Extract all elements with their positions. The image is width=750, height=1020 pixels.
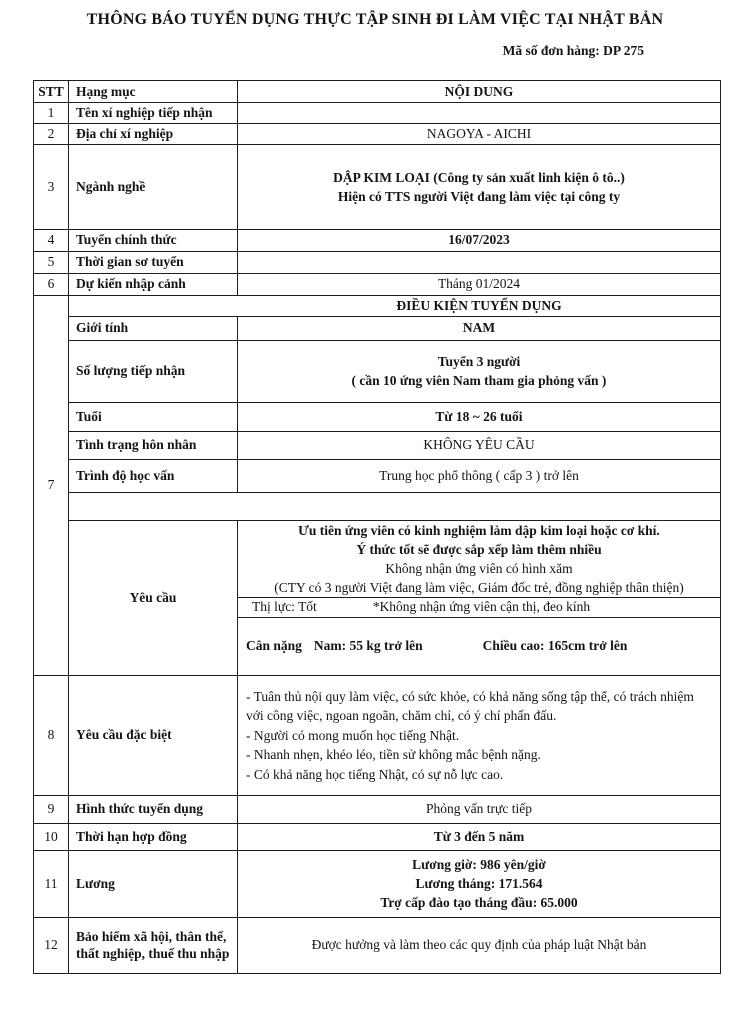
salary-month: Lương tháng: 171.564 xyxy=(415,876,543,892)
header-content: NỘI DUNG xyxy=(238,81,721,103)
marital-label: Tình trạng hôn nhân xyxy=(69,431,238,459)
table-row xyxy=(34,144,721,229)
requirements-line3: Không nhận ứng viên có hình xăm xyxy=(385,560,573,576)
row3-value xyxy=(238,144,721,229)
quantity-value xyxy=(238,340,721,402)
quantity-line2: ( cần 10 ứng viên Nam tham gia phỏng vấn ) xyxy=(351,373,607,389)
row12-label: Bảo hiểm xã hội, thân thể, thất nghiệp, thuế thu nhập xyxy=(69,917,238,973)
row2-value: NAGOYA - AICHI xyxy=(238,124,721,145)
vision-cell xyxy=(238,597,721,617)
row8-line1: - Tuân thủ nội quy làm việc, có sức khỏe, có khả năng sống tập thể, có trách nhiệm với công việc, ngoan ngoãn, chăm chỉ, có ý chí phấn đấu. xyxy=(246,688,694,724)
row6-value: Tháng 01/2024 xyxy=(238,273,721,295)
training-allowance: Trợ cấp đào tạo tháng đầu: 65.000 xyxy=(380,895,578,911)
header-stt: STT xyxy=(34,81,69,103)
row8-line2: - Người có mong muốn học tiếng Nhật. xyxy=(246,727,460,743)
row11-label: Lương xyxy=(69,850,238,917)
row12-value: Được hưởng và làm theo các quy định của pháp luật Nhật bản xyxy=(238,917,721,973)
row8-label: Yêu cầu đặc biệt xyxy=(69,675,238,795)
height-value: Chiều cao: 165cm trở lên xyxy=(482,638,628,654)
requirements-line2: Ý thức tốt sẽ được sắp xếp làm thêm nhiều xyxy=(356,541,602,557)
row3-value-line1: DẬP KIM LOẠI (Công ty sản xuất linh kiện ô tô..) xyxy=(333,169,625,185)
row2-stt: 2 xyxy=(34,124,69,145)
education-value: Trung học phổ thông ( cấp 3 ) trở lên xyxy=(238,459,721,492)
row1-label: Tên xí nghiệp tiếp nhận xyxy=(69,103,238,124)
row8-stt: 8 xyxy=(34,675,69,795)
row5-stt: 5 xyxy=(34,251,69,273)
row4-label: Tuyển chính thức xyxy=(69,229,238,251)
requirements-line1: Ưu tiên ứng viên có kinh nghiệm làm dập kim loại hoặc cơ khí. xyxy=(298,522,660,538)
table-row xyxy=(34,431,721,459)
education-label: Trình độ học vấn xyxy=(69,459,238,492)
table-row xyxy=(34,340,721,402)
table-row xyxy=(34,492,721,520)
row2-label: Địa chỉ xí nghiệp xyxy=(69,124,238,145)
table-row xyxy=(34,402,721,431)
row10-label: Thời hạn hợp đồng xyxy=(69,823,238,850)
vision-note: *Không nhận ứng viên cận thị, đeo kính xyxy=(372,599,591,615)
quantity-line1: Tuyển 3 người xyxy=(437,354,521,370)
age-label: Tuổi xyxy=(69,402,238,431)
table-row xyxy=(34,295,721,316)
table-row xyxy=(34,273,721,295)
weight-value: Nam: 55 kg trở lên xyxy=(313,638,423,654)
row4-stt: 4 xyxy=(34,229,69,251)
marital-value: KHÔNG YÊU CẦU xyxy=(238,431,721,459)
requirements-text xyxy=(238,520,721,597)
row5-label: Thời gian sơ tuyển xyxy=(69,251,238,273)
table-header-row xyxy=(34,81,721,103)
row8-line3: - Nhanh nhẹn, khéo léo, tiền sử không mắc bệnh nặng. xyxy=(246,747,541,763)
row1-stt: 1 xyxy=(34,103,69,124)
weight-label: Cân nặng xyxy=(246,638,302,654)
row8-line4: - Có khả năng học tiếng Nhật, có sự nỗ lực cao. xyxy=(246,766,504,782)
table-row xyxy=(34,520,721,597)
row11-stt: 11 xyxy=(34,850,69,917)
table-row xyxy=(34,316,721,340)
table-row xyxy=(34,850,721,917)
order-code: Mã số đơn hàng: DP 275 xyxy=(502,43,644,58)
row11-value xyxy=(238,850,721,917)
requirements-label: Yêu cầu xyxy=(69,520,238,675)
section7-title: ĐIỀU KIỆN TUYỂN DỤNG xyxy=(69,295,721,316)
table-row xyxy=(34,103,721,124)
table-row xyxy=(34,823,721,850)
requirements-line4: (CTY có 3 người Việt đang làm việc, Giám đốc trẻ, đồng nghiệp thân thiện) xyxy=(274,579,684,595)
table-row xyxy=(34,124,721,145)
row1-value xyxy=(238,103,721,124)
row5-value xyxy=(238,251,721,273)
row3-label: Ngành nghề xyxy=(69,144,238,229)
row6-label: Dự kiến nhập cảnh xyxy=(69,273,238,295)
row6-stt: 6 xyxy=(34,273,69,295)
row10-stt: 10 xyxy=(34,823,69,850)
table-row xyxy=(34,675,721,795)
table-row xyxy=(34,917,721,973)
table-row xyxy=(34,459,721,492)
age-value: Từ 18 ~ 26 tuổi xyxy=(238,402,721,431)
table-row xyxy=(34,795,721,823)
row8-value xyxy=(238,675,721,795)
recruitment-table xyxy=(33,80,721,974)
header-category: Hạng mục xyxy=(69,81,238,103)
vision-label: Thị lực: Tốt xyxy=(252,599,317,615)
gender-label: Giới tính xyxy=(69,316,238,340)
row3-stt: 3 xyxy=(34,144,69,229)
row9-stt: 9 xyxy=(34,795,69,823)
row4-value: 16/07/2023 xyxy=(238,229,721,251)
row7-stt: 7 xyxy=(34,295,69,675)
spacer-row xyxy=(69,492,721,520)
table-row xyxy=(34,229,721,251)
row12-stt: 12 xyxy=(34,917,69,973)
row9-value: Phỏng vấn trực tiếp xyxy=(238,795,721,823)
table-row xyxy=(34,251,721,273)
salary-hour: Lương giờ: 986 yên/giờ xyxy=(412,857,546,873)
gender-value: NAM xyxy=(238,316,721,340)
row10-value: Từ 3 đến 5 năm xyxy=(238,823,721,850)
page-title: THÔNG BÁO TUYỂN DỤNG THỰC TẬP SINH ĐI LÀM VIỆC TẠI NHẬT BẢN xyxy=(86,11,664,28)
weight-height-cell xyxy=(238,617,721,675)
row9-label: Hình thức tuyển dụng xyxy=(69,795,238,823)
quantity-label: Số lượng tiếp nhận xyxy=(69,340,238,402)
row3-value-line2: Hiện có TTS người Việt đang làm việc tại công ty xyxy=(337,188,621,204)
